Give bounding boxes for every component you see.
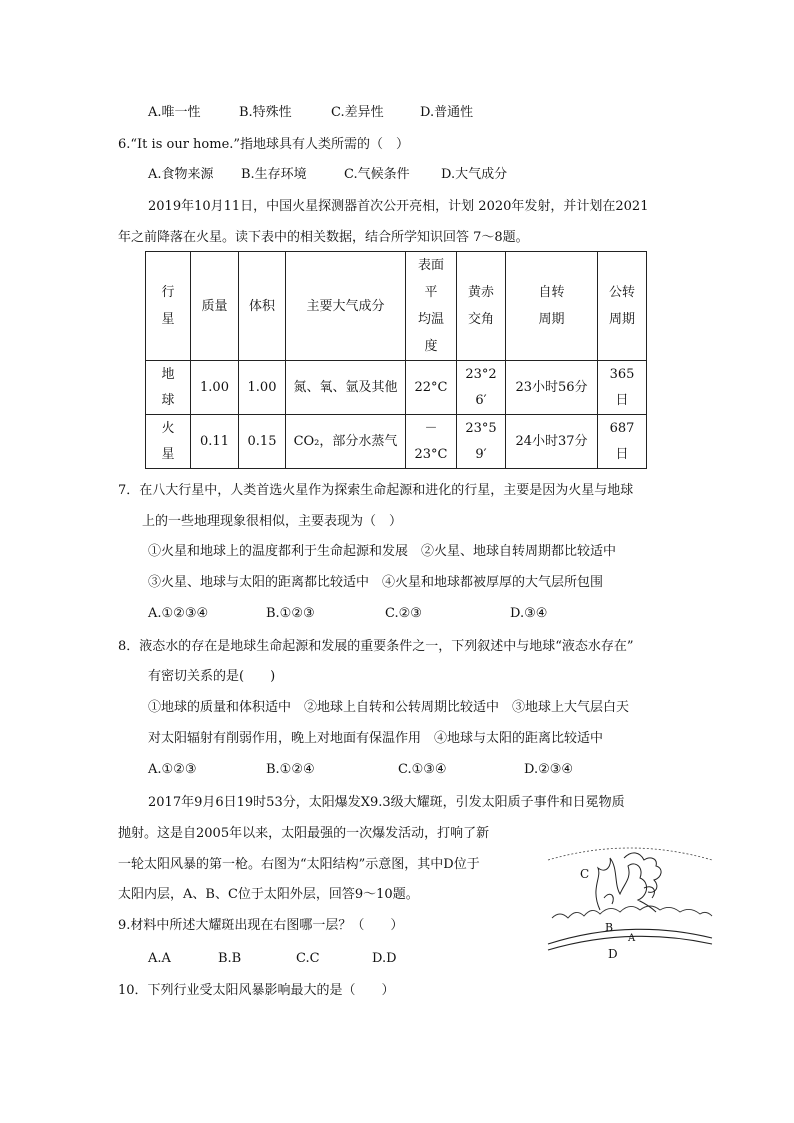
cell-obliquity: 23°5 9′: [457, 415, 506, 469]
sun-intro-line1: 2017年9月6日19时53分，太阳爆发X9.3级大耀斑，引发太阳质子事件和日冕物质: [148, 795, 625, 810]
q8-item-line1: ①地球的质量和体积适中 ②地球上自转和公转周期比较适中 ③地球上大气层白天: [148, 700, 630, 715]
prominence-loop: [604, 894, 613, 904]
q8-option-a: A.①②③: [148, 762, 197, 777]
q9-option-d: D.D: [372, 951, 397, 966]
q6-option-a: A.食物来源: [148, 167, 214, 182]
q8-option-b: B.①②④: [266, 762, 315, 777]
cell-volume: 0.15: [239, 415, 286, 469]
sun-intro-line4: 太阳内层，A、B、C位于太阳外层，回答9～10题。: [118, 887, 419, 902]
q9-stem: 9.材料中所述大耀斑出现在右图哪一层？（ ）: [118, 918, 404, 933]
q7-stem-line2: 上的一些地理现象很相似，主要表现为（ ）: [142, 514, 403, 529]
header-revolution: 公转 周期: [598, 252, 647, 361]
prominence-left: [596, 858, 656, 912]
cell-atmosphere: CO₂，部分水蒸气: [286, 415, 406, 469]
header-temperature: 表面 平 均温 度: [406, 252, 457, 361]
mars-intro-line2: 年之前降落在火星。读下表中的相关数据，结合所学知识回答 7～8题。: [118, 230, 529, 245]
label-c: C: [580, 867, 590, 881]
header-mass: 质量: [191, 252, 239, 361]
mars-intro-line1: 2019年10月11日，中国火星探测器首次公开亮相，计划 2020年发射，并计划在2021: [148, 199, 649, 214]
q6-stem: 6.“It is our home.”指地球具有人类所需的（ ）: [118, 137, 410, 152]
q8-stem-line1: 8．液态水的存在是地球生命起源和发展的重要条件之一，下列叙述中与地球“液态水存在”: [118, 639, 634, 654]
cell-obliquity: 23°2 6′: [457, 361, 506, 415]
q5-option-b: B.特殊性: [239, 105, 292, 120]
label-b: B: [605, 921, 614, 934]
q5-option-d: D.普通性: [420, 105, 474, 120]
cell-revolution: 365 日: [598, 361, 647, 415]
q7-stem-line1: 7．在八大行星中，人类首选火星作为探索生命起源和进化的行星，主要是因为火星与地球: [118, 483, 634, 498]
table-row-mars: [146, 415, 647, 469]
cell-planet: 地 球: [146, 361, 191, 415]
q7-item-line1: ①火星和地球上的温度都利于生命起源和发展 ②火星、地球自转周期都比较适中: [148, 544, 617, 559]
header-atmosphere: 主要大气成分: [286, 252, 406, 361]
q6-option-c: C.气候条件: [344, 167, 410, 182]
cell-rotation: 24小时37分: [506, 415, 598, 469]
q9-option-a: A.A: [148, 951, 171, 966]
label-d: D: [608, 947, 618, 961]
label-a: A: [628, 933, 636, 944]
q7-option-c: C.②③: [385, 606, 422, 621]
cell-temperature: 22°C: [406, 361, 457, 415]
q8-option-c: C.①③④: [398, 762, 447, 777]
q8-stem-line2: 有密切关系的是( ): [148, 669, 276, 684]
q7-option-b: B.①②③: [266, 606, 315, 621]
cell-temperature: － 23°C: [406, 415, 457, 469]
cell-atmosphere: 氮、氧、氩及其他: [286, 361, 406, 415]
table-row-earth: [146, 361, 647, 415]
cell-mass: 0.11: [191, 415, 239, 469]
q6-option-d: D.大气成分: [441, 167, 508, 182]
planet-data-table: [145, 251, 647, 469]
sun-intro-line2: 抛射。这是自2005年以来，太阳最强的一次爆发活动，打响了新: [118, 826, 490, 841]
cell-rotation: 23小时56分: [506, 361, 598, 415]
header-volume: 体积: [239, 252, 286, 361]
q10-stem: 10．下列行业受太阳风暴影响最大的是（ ）: [118, 983, 395, 998]
cell-volume: 1.00: [239, 361, 286, 415]
q6-option-b: B.生存环境: [241, 167, 307, 182]
cell-revolution: 687 日: [598, 415, 647, 469]
q7-item-line2: ③火星、地球与太阳的距离都比较适中 ④火星和地球都被厚厚的大气层所包围: [148, 575, 604, 590]
q9-option-b: B.B: [218, 951, 242, 966]
chromosphere-edge: [552, 906, 712, 918]
header-obliquity: 黄赤 交角: [457, 252, 506, 361]
q9-option-c: C.C: [296, 951, 320, 966]
sun-structure-diagram: [540, 838, 720, 968]
sun-intro-line3: 一轮太阳风暴的第一枪。右图为“太阳结构”示意图，其中D位于: [118, 857, 480, 872]
header-planet: 行 星: [146, 252, 191, 361]
header-rotation: 自转 周期: [506, 252, 598, 361]
cell-planet: 火 星: [146, 415, 191, 469]
q5-option-c: C.差异性: [331, 105, 384, 120]
q7-option-d: D.③④: [510, 606, 548, 621]
q7-option-a: A.①②③④: [148, 606, 209, 621]
cell-mass: 1.00: [191, 361, 239, 415]
q8-item-line2: 对太阳辐射有削弱作用，晚上对地面有保温作用 ④地球与太阳的距离比较适中: [148, 731, 604, 746]
q5-option-a: A.唯一性: [148, 105, 201, 120]
q8-option-d: D.②③④: [524, 762, 574, 777]
